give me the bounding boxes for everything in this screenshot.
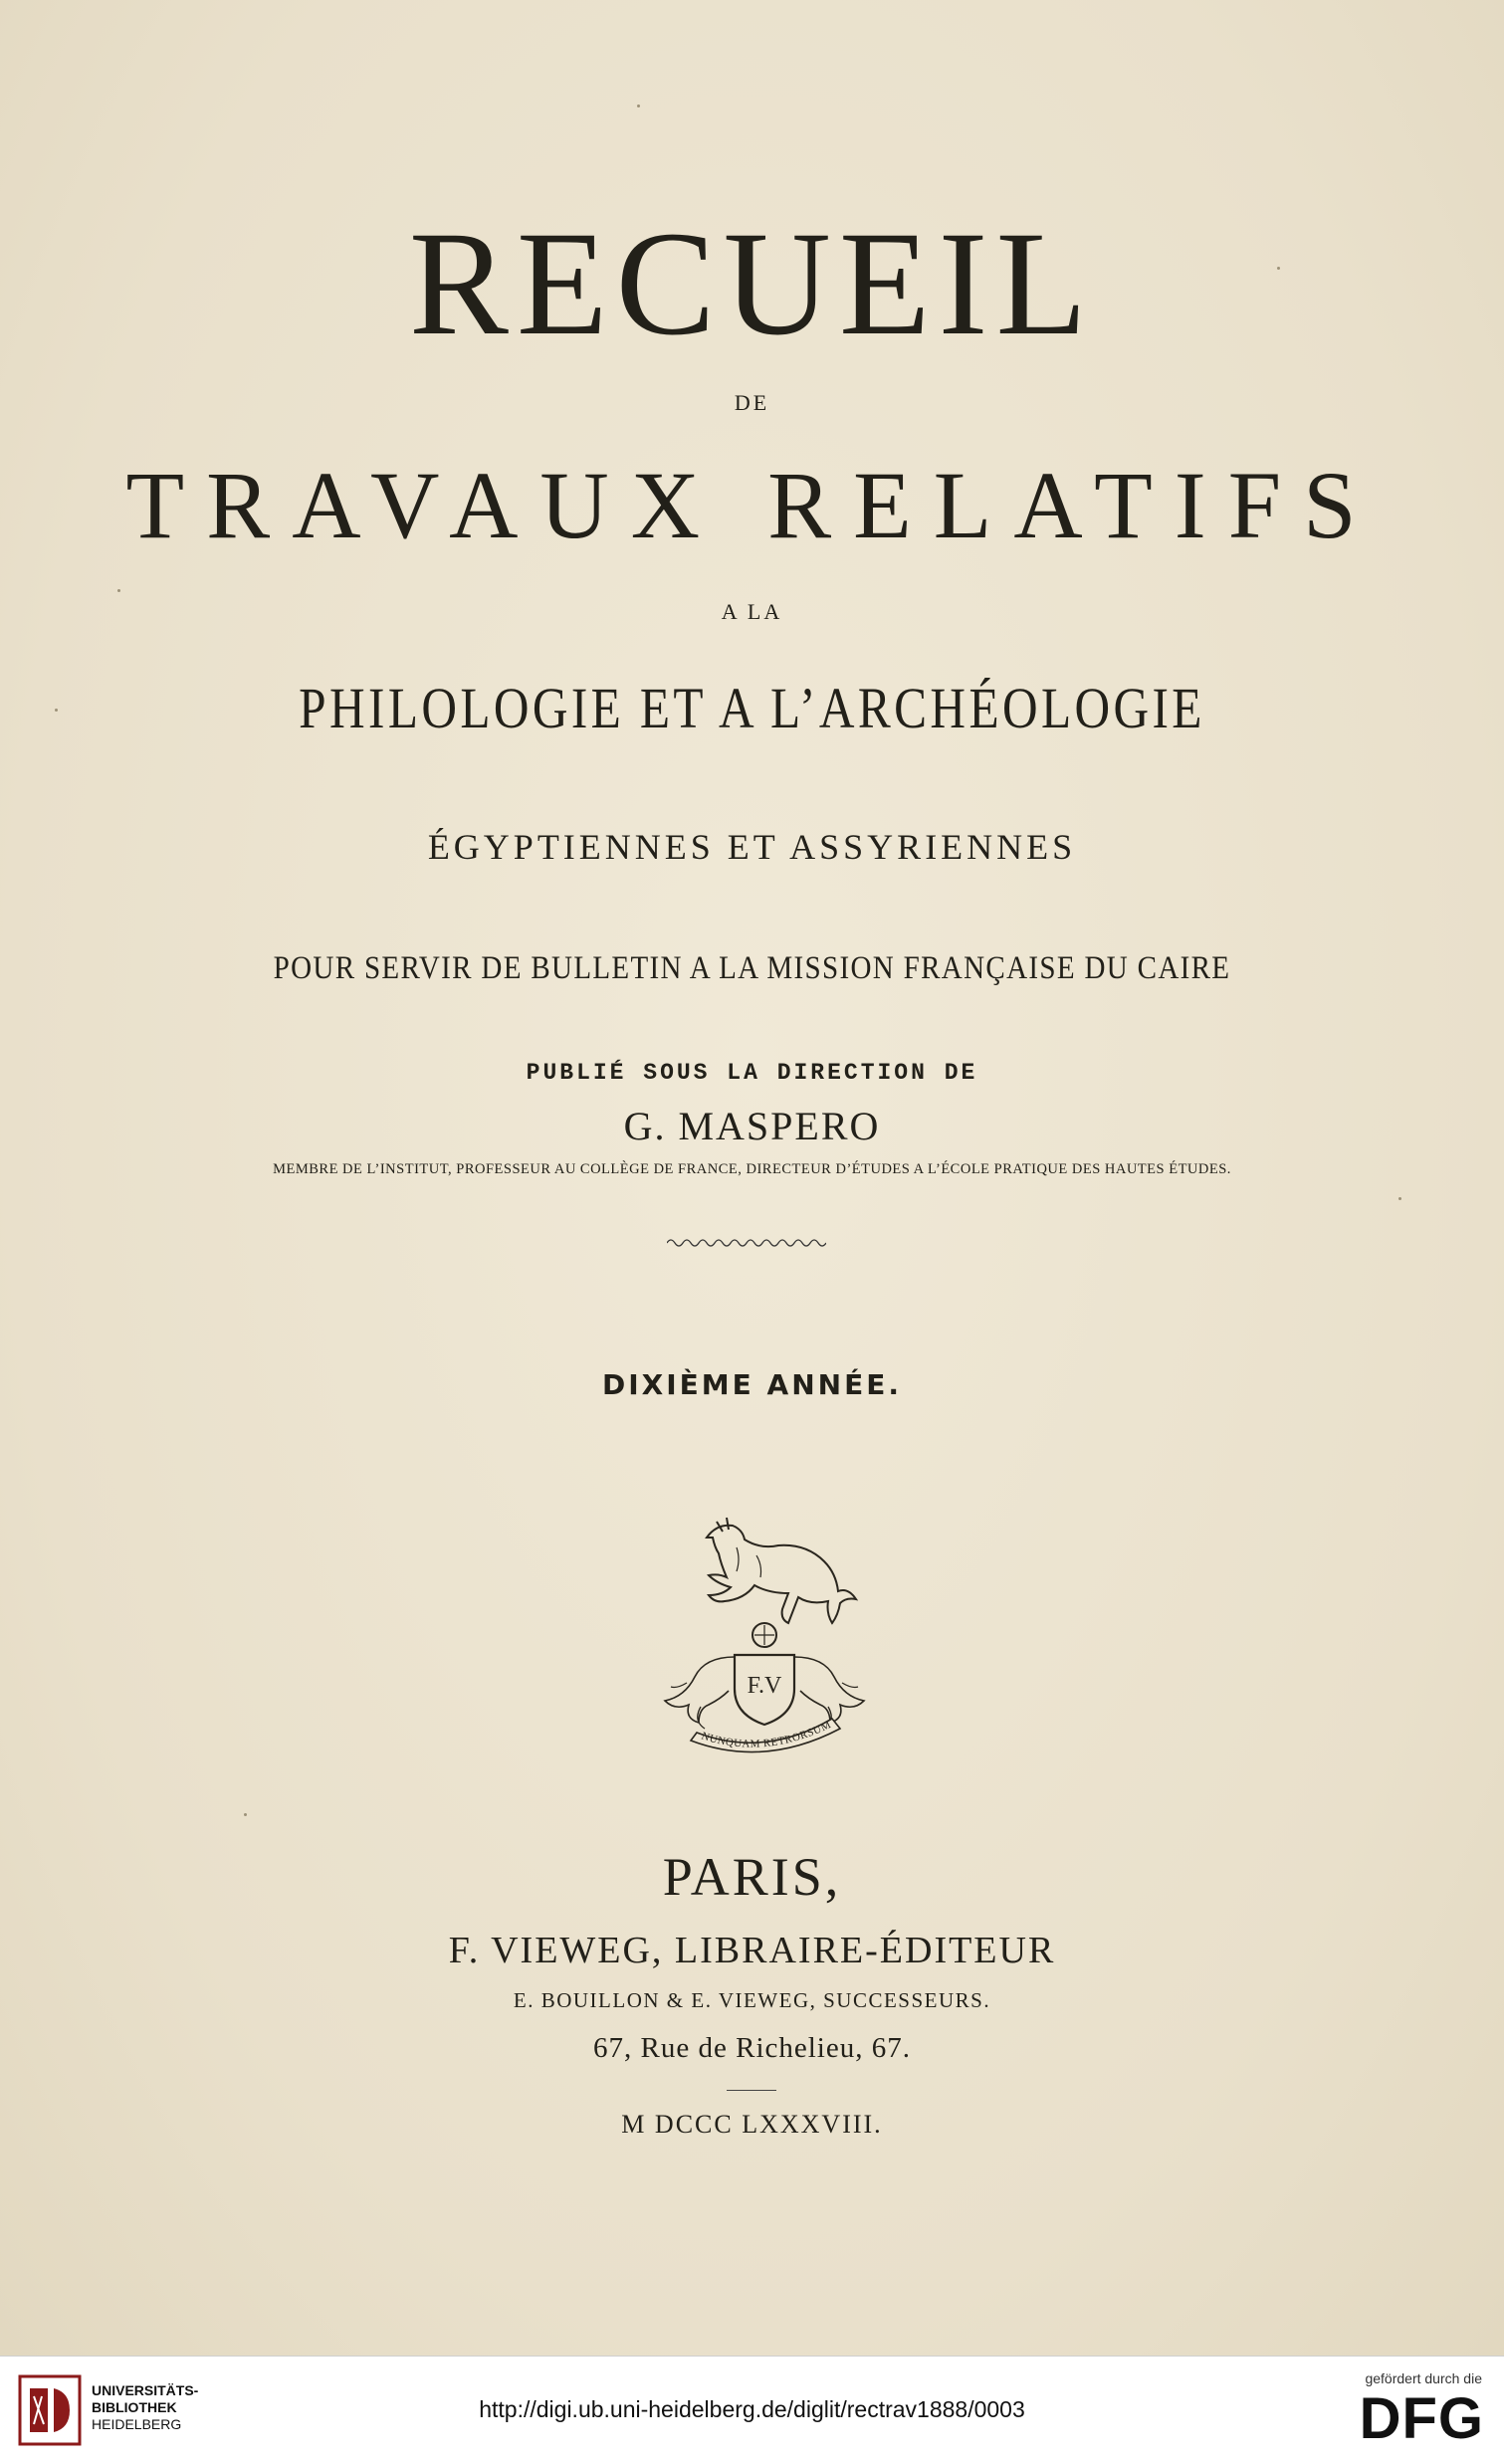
imprint-publisher: F. VIEWEG, LIBRAIRE-ÉDITEUR — [448, 1930, 1056, 1971]
paper-speck — [1277, 267, 1280, 270]
paper-speck — [117, 589, 120, 592]
paper-speck — [1398, 1197, 1401, 1200]
main-title: RECUEIL — [408, 201, 1096, 366]
title-philologie: PHILOLOGIE ET A L’ARCHÉOLOGIE — [299, 676, 1205, 740]
device-motto: NUNQUAM RETRORSUM — [700, 1719, 834, 1750]
library-line-2: BIBLIOTHEK — [92, 2399, 177, 2415]
library-line-1: UNIVERSITÄTS- — [92, 2382, 199, 2398]
direction-line: PUBLIÉ SOUS LA DIRECTION DE — [526, 1060, 978, 1086]
ornamental-squiggle — [667, 1236, 826, 1250]
subtitle-bulletin: POUR SERVIR DE BULLETIN A LA MISSION FRANÇAISE DU CAIRE — [273, 950, 1231, 986]
viewer-footer — [0, 2356, 1504, 2464]
editor-name: G. MASPERO — [623, 1104, 881, 1148]
paper-speck — [55, 709, 58, 712]
library-line-3: HEIDELBERG — [92, 2416, 182, 2432]
printers-device-horse-icon — [637, 1508, 876, 1766]
paper-speck — [244, 1813, 247, 1816]
imprint-successors: E. BOUILLON & E. VIEWEG, SUCCESSEURS. — [513, 1988, 991, 2012]
imprint-address: 67, Rue de Richelieu, 67. — [593, 2032, 911, 2064]
editor-titles: MEMBRE DE L’INSTITUT, PROFESSEUR AU COLLÈGE DE FRANCE, DIRECTEUR D’ÉTUDES A L’ÉCOLE PRATIQUE DES HAUTES ÉTUDES. — [273, 1161, 1231, 1177]
device-monogram: F.V — [747, 1673, 782, 1699]
title-travaux: TRAVAUX RELATIFS — [125, 452, 1379, 558]
imprint-rule — [727, 2090, 776, 2091]
imprint-city: PARIS, — [662, 1847, 842, 1907]
title-connector-a-la: A LA — [721, 599, 783, 624]
title-connector-de: DE — [734, 390, 770, 415]
volume-year: DIXIÈME ANNÉE. — [602, 1368, 902, 1401]
permalink-url[interactable]: http://digi.ub.uni-heidelberg.de/diglit/rectrav1888/0003 — [479, 2396, 1025, 2422]
imprint-year: M DCCC LXXXVIII. — [621, 2110, 883, 2139]
dfg-logo[interactable]: DFG — [1359, 2386, 1484, 2451]
funding-label: gefördert durch die — [1365, 2370, 1482, 2386]
paper-speck — [637, 104, 640, 107]
title-egyptiennes: ÉGYPTIENNES ET ASSYRIENNES — [427, 827, 1077, 867]
